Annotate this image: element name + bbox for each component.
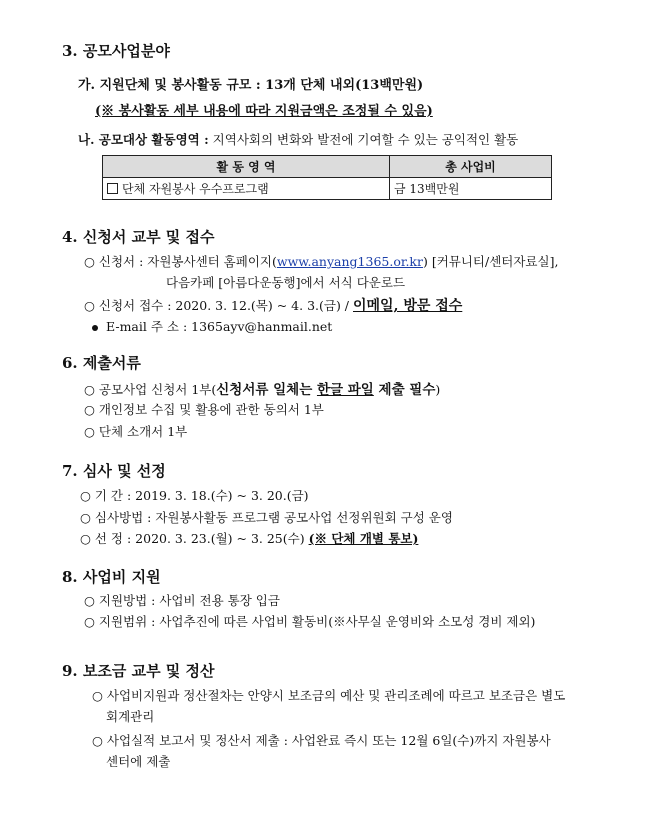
section-4-title: 4. 신청서 교부 및 접수 — [62, 228, 215, 246]
section-6-title: 6. 제출서류 — [62, 354, 141, 372]
section-9-title: 9. 보조금 교부 및 정산 — [62, 662, 215, 680]
activity-area-table — [102, 155, 552, 200]
section-6-line-1-prefix: ○ 공모사업 신청서 1부( — [84, 382, 217, 397]
section-8-title: 8. 사업비 지원 — [62, 568, 161, 586]
section-9-line-3: ○ 사업실적 보고서 및 정산서 제출 : 사업완료 즉시 또는 12월 6일(수)까지 자원봉사 — [92, 733, 551, 748]
section-6-emphasis-1: 신청서류 일체는 — [216, 382, 317, 398]
section-4-line-1-suffix: ) [커뮤니티/센터자료실], — [422, 254, 559, 269]
bullet-icon — [92, 325, 98, 331]
section-9-line-1: ○ 사업비지원과 정산절차는 안양시 보조금의 예산 및 관리조례에 따르고 보조금은 별도 — [92, 688, 566, 703]
section-6-line-2: ○ 개인정보 수집 및 활용에 관한 동의서 1부 — [84, 402, 324, 417]
table-cell-budget: 금 13백만원 — [390, 178, 552, 200]
table-cell-area-text: 단체 자원봉사 우수프로그램 — [122, 182, 269, 196]
section-7-line-2: ○ 심사방법 : 자원봉사활동 프로그램 공모사업 선정위원회 구성 운영 — [80, 510, 453, 525]
table-cell-area — [103, 178, 390, 200]
section-3-item-b-label: 나. 공모대상 활동영역 : — [78, 132, 209, 147]
section-6-emphasis-2: 제출 필수 — [373, 382, 436, 398]
section-6-line-3: ○ 단체 소개서 1부 — [84, 424, 188, 439]
section-9-line-4: 센터에 제출 — [106, 754, 171, 769]
section-6-line-1 — [84, 378, 440, 398]
checkbox-icon — [107, 183, 118, 194]
section-7-line-3-prefix: ○ 선 정 : 2020. 3. 23.(월) ~ 3. 25(수) — [80, 531, 309, 546]
section-7-line-3 — [80, 529, 418, 547]
section-8-line-2: ○ 지원범위 : 사업추진에 따른 사업비 활동비(※사무실 운영비와 소모성 경비 제외) — [84, 614, 536, 629]
section-3-title: 3. 공모사업분야 — [62, 42, 170, 60]
table-header-area: 활 동 영 역 — [103, 156, 390, 178]
email-text: E-mail 주 소 : 1365ayv@hanmail.net — [106, 319, 333, 334]
table-header-budget: 총 사업비 — [390, 156, 552, 178]
section-4-line-3 — [84, 295, 462, 315]
homepage-link[interactable]: www.anyang1365.or.kr — [276, 254, 423, 269]
section-3-item-b — [78, 130, 518, 148]
section-7-line-1: ○ 기 간 : 2019. 3. 18.(수) ~ 3. 20.(금) — [80, 488, 309, 503]
submission-method: 이메일, 방문 접수 — [353, 298, 463, 314]
section-3-item-a: 가. 지원단체 및 봉사활동 규모 : 13개 단체 내외(13백만원) — [78, 78, 424, 93]
section-4-line-4 — [92, 317, 332, 335]
section-8-line-1: ○ 지원방법 : 사업비 전용 통장 입금 — [84, 593, 280, 608]
table-row — [103, 178, 552, 200]
section-7-title: 7. 심사 및 선정 — [62, 462, 166, 480]
section-9-line-2: 회계관리 — [106, 709, 155, 724]
section-4-line-1 — [84, 252, 558, 270]
section-4-line-1-prefix: ○ 신청서 : 자원봉사센터 홈페이지( — [84, 254, 277, 269]
section-4-line-2: 다음카페 [아름다운동행]에서 서식 다운로드 — [166, 275, 406, 290]
section-3-item-b-text: 지역사회의 변화와 발전에 기여할 수 있는 공익적인 활동 — [208, 132, 519, 147]
section-3-note: (※ 봉사활동 세부 내용에 따라 지원금액은 조정될 수 있음) — [95, 104, 433, 119]
section-4-line-3-prefix: ○ 신청서 접수 : 2020. 3. 12.(목) ~ 4. 3.(금) / — [84, 298, 353, 313]
notification-note: (※ 단체 개별 통보) — [308, 531, 419, 546]
table-header-row — [103, 156, 552, 178]
section-6-line-1-suffix: ) — [435, 382, 441, 397]
section-6-emphasis-underlined: 한글 파일 — [316, 382, 374, 398]
